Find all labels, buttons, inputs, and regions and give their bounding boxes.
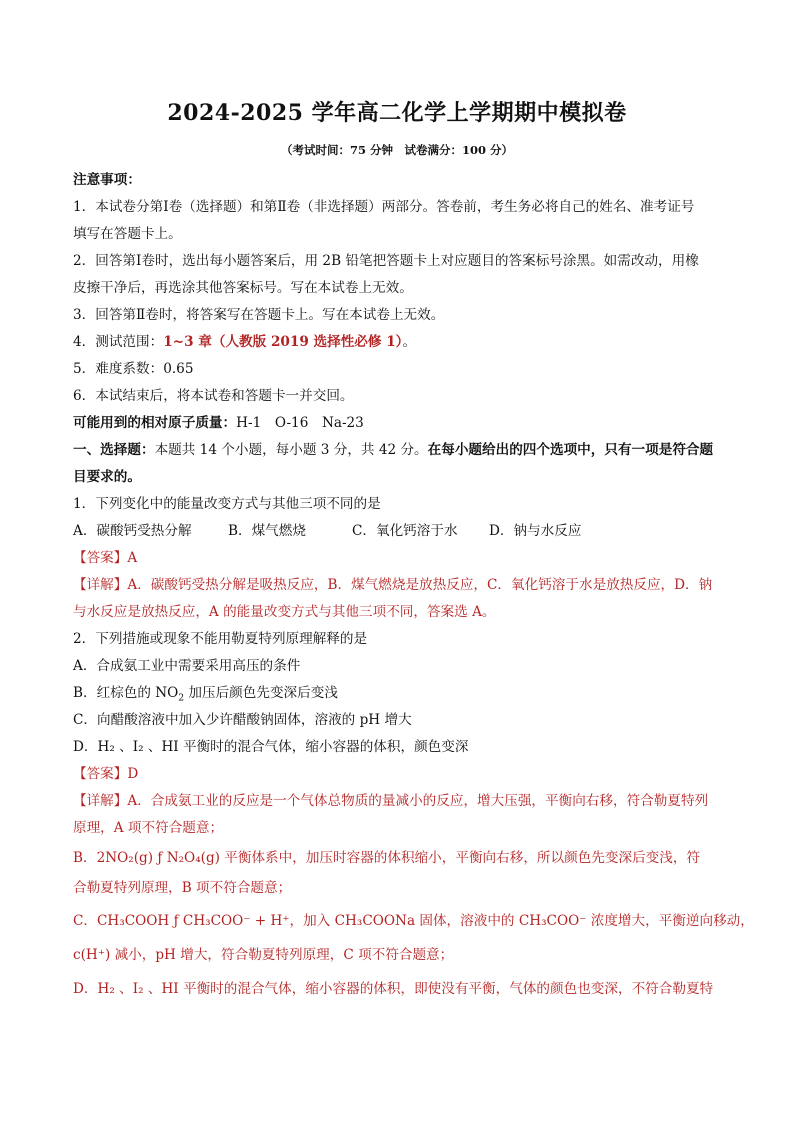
section-label: 一、选择题： (73, 442, 155, 458)
q2-option-b (73, 684, 338, 708)
q1-stem: 1．下列变化中的能量改变方式与其他三项不同的是 (73, 496, 381, 512)
note-1-line-2: 填写在答题卡上。 (73, 226, 182, 242)
exam-title: 2024-2025 学年高二化学上学期期中模拟卷 (167, 100, 627, 126)
q2-option-a: A．合成氨工业中需要采用高压的条件 (73, 658, 301, 674)
section-intro-mid: 本题共 14 个小题，每小题 3 分，共 42 分。 (154, 442, 428, 458)
note-1-line-1: 1．本试卷分第Ⅰ卷（选择题）和第Ⅱ卷（非选择题）两部分。答卷前，考生务必将自己的姓名、准考证号 (73, 199, 695, 215)
q2-detail-c-line-2: c(H⁺) 减小，pH 增大，符合勒夏特列原理，C 项不符合题意； (73, 947, 454, 963)
q1-answer: 【答案】A (73, 550, 138, 566)
q1-option-d: D．钠与水反应 (489, 523, 582, 539)
q2-detail-a-line-1: 【详解】A．合成氨工业的反应是一个气体总物质的量减小的反应，增大压强，平衡向右移，符合勒夏特列 (73, 793, 709, 809)
section-intro-line-1 (73, 441, 713, 459)
q2-detail-d-line-1: D．H₂ 、I₂ 、HI 平衡时的混合气体，缩小容器的体积，即使没有平衡，气体的颜色也变深，不符合勒夏特 (73, 981, 714, 997)
q1-detail-line-2: 与水反应是放热反应，A 的能量改变方式与其他三项不同，答案选 A。 (73, 604, 496, 620)
note-2-line-2: 皮擦干净后，再选涂其他答案标号。写在本试卷上无效。 (73, 280, 413, 296)
note-2-line-1: 2．回答第Ⅰ卷时，选出每小题答案后，用 2B 铅笔把答题卡上对应题目的答案标号涂黑。如需改动，用橡 (73, 253, 699, 269)
note-5: 5．难度系数：0.65 (73, 361, 194, 377)
q1-option-c: C．氧化钙溶于水 (352, 523, 458, 539)
q1-option-a: A．碳酸钙受热分解 (73, 523, 192, 539)
q2-option-b-prefix: B．红棕色的 (73, 685, 156, 701)
note-4-suffix: 。 (402, 334, 417, 350)
note-4 (73, 333, 416, 351)
no2-subscript: 2 (178, 693, 185, 704)
q2-answer: 【答案】D (73, 766, 139, 782)
atomic-masses-values: H-1 O-16 Na-23 (236, 415, 364, 431)
q2-detail-c-line-1: C．CH₃COOH ƒ CH₃COO⁻ + H⁺，加入 CH₃COONa 固体，溶液中的 CH₃COO⁻ 浓度增大，平衡逆向移动， (73, 913, 754, 929)
atomic-masses-label: 可能用到的相对原子质量： (73, 415, 237, 431)
q1-options (73, 522, 581, 540)
atomic-masses (73, 414, 364, 432)
section-intro-bold: 在每小题给出的四个选项中，只有一项是符合题 (427, 442, 714, 458)
q2-detail-a-line-2: 原理，A 项不符合题意； (73, 820, 224, 836)
q2-option-b-suffix: 加压后颜色先变深后变浅 (184, 685, 338, 701)
test-scope: 1~3 章（人教版 2019 选择性必修 1） (163, 334, 403, 350)
q2-detail-b-line-2: 合勒夏特列原理，B 项不符合题意； (73, 880, 292, 896)
section-intro-line-2: 目要求的。 (73, 469, 141, 485)
q2-stem: 2．下列措施或现象不能用勒夏特列原理解释的是 (73, 631, 368, 647)
q2-option-d: D．H₂ 、I₂ 、HI 平衡时的混合气体，缩小容器的体积，颜色变深 (73, 739, 469, 755)
note-3: 3．回答第Ⅱ卷时，将答案写在答题卡上。写在本试卷上无效。 (73, 307, 445, 323)
exam-subtitle: （考试时间：75 分钟 试卷满分：100 分） (280, 143, 513, 157)
notes-heading: 注意事项： (73, 172, 141, 188)
note-6: 6．本试结束后，将本试卷和答题卡一并交回。 (73, 388, 354, 404)
q1-detail-line-1: 【详解】A．碳酸钙受热分解是吸热反应，B．煤气燃烧是放热反应，C．氧化钙溶于水是放热反应，D．钠 (73, 577, 713, 593)
no2-formula: NO (155, 685, 179, 701)
q2-detail-b-line-1: B．2NO₂(g) ƒ N₂O₄(g) 平衡体系中，加压时容器的体积缩小，平衡向右移，所以颜色先变深后变浅，符 (73, 850, 701, 866)
note-4-prefix: 4．测试范围： (73, 334, 164, 350)
q2-option-c: C．向醋酸溶液中加入少许醋酸钠固体，溶液的 pH 增大 (73, 712, 412, 728)
q1-option-b: B．煤气燃烧 (228, 523, 306, 539)
